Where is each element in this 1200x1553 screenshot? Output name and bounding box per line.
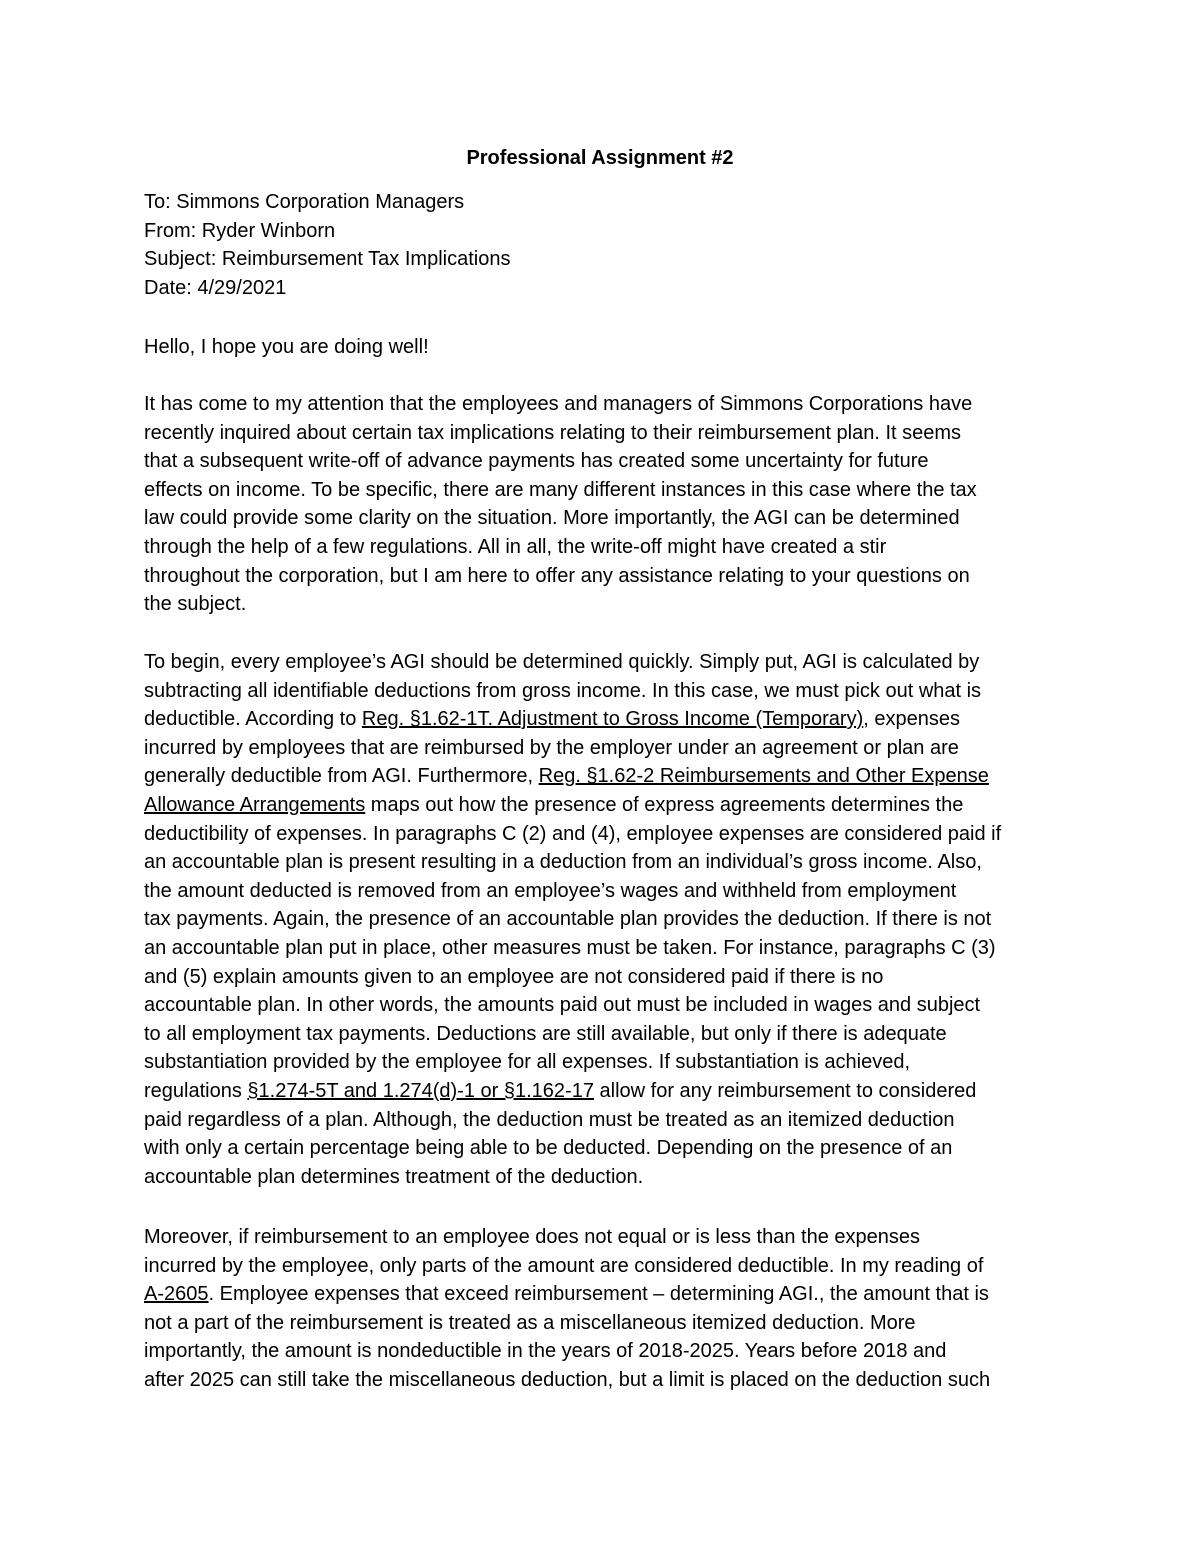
paragraph-line — [144, 1077, 1074, 1106]
memo-date: Date: 4/29/2021 — [144, 276, 287, 299]
paragraph-line: It has come to my attention that the employees and managers of Simmons Corporations have — [144, 393, 973, 415]
paragraph-line: after 2025 can still take the miscellaneous deduction, but a limit is placed on the deduction such — [144, 1368, 991, 1391]
paragraph-line: the amount deducted is removed from an employee’s wages and withheld from employment — [144, 879, 957, 902]
memo-from: From: Ryder Winborn — [144, 219, 336, 242]
agi-paragraph — [144, 648, 1074, 1191]
paragraph-line: recently inquired about certain tax implications relating to their reimbursement plan. It seems — [144, 421, 962, 444]
paragraph-line: accountable plan. In other words, the amounts paid out must be included in wages and subject — [144, 994, 981, 1017]
paragraph-line: effects on income. To be specific, there are many different instances in this case where the tax — [144, 478, 977, 501]
paragraph-line — [144, 705, 1074, 734]
paragraph-line: subtracting all identifiable deductions from gross income. In this case, we must pick out what is — [144, 679, 982, 702]
paragraph-line: the subject. — [144, 593, 247, 616]
document-title: Professional Assignment #2 — [466, 147, 734, 169]
paragraph-line: through the help of a few regulations. All in all, the write-off might have created a stir — [144, 535, 887, 558]
paragraph-line — [144, 762, 1074, 791]
paragraph-line: deductibility of expenses. In paragraphs C (2) and (4), employee expenses are considered paid if — [144, 822, 1002, 845]
paragraph-line: tax payments. Again, the presence of an accountable plan provides the deduction. If there is not — [144, 908, 992, 931]
paragraph-line: incurred by employees that are reimbursed by the employer under an agreement or plan are — [144, 736, 959, 759]
text-span: allow for any reimbursement to considered — [593, 1079, 977, 1102]
paragraph-line: Moreover, if reimbursement to an employee does not equal or is less than the expenses — [144, 1226, 920, 1248]
memo-header — [144, 188, 1056, 302]
text-span: deductible. According to — [144, 708, 362, 731]
greeting-line: Hello, I hope you are doing well! — [144, 336, 429, 358]
memo-to: To: Simmons Corporation Managers — [144, 191, 465, 213]
paragraph-line: and (5) explain amounts given to an employee are not considered paid if there is no — [144, 965, 884, 988]
regulation-link-1-62-2[interactable]: Reg. §1.62-2 Reimbursements and Other Expense — [538, 765, 989, 788]
text-span: regulations — [144, 1079, 248, 1102]
paragraph-line: to all employment tax payments. Deductions are still available, but only if there is adequate — [144, 1022, 947, 1045]
paragraph-line: importantly, the amount is nondeductible in the years of 2018-2025. Years before 2018 and — [144, 1340, 947, 1363]
greeting-paragraph — [144, 333, 1074, 362]
intro-paragraph — [144, 390, 1074, 619]
paragraph-line: law could provide some clarity on the situation. More importantly, the AGI can be determined — [144, 507, 960, 530]
text-span: generally deductible from AGI. Furthermore, — [144, 765, 539, 788]
regulation-link-1-274[interactable]: §1.274-5T and 1.274(d)-1 or §1.162-17 — [247, 1079, 594, 1102]
paragraph-line: an accountable plan put in place, other measures must be taken. For instance, paragraphs C (3) — [144, 936, 996, 959]
regulation-link-1-62-1t[interactable]: Reg. §1.62-1T. Adjustment to Gross Income (Temporary) — [361, 708, 864, 731]
paragraph-line: accountable plan determines treatment of the deduction. — [144, 1165, 644, 1188]
memo-subject: Subject: Reimbursement Tax Implications — [144, 248, 511, 271]
text-span: maps out how the presence of express agreements determines the — [365, 793, 964, 816]
paragraph-line: To begin, every employee’s AGI should be determined quickly. Simply put, AGI is calculated by — [144, 651, 980, 673]
text-span: , expenses — [863, 708, 960, 731]
paragraph-line: an accountable plan is present resulting in a deduction from an individual’s gross income. Also, — [144, 851, 982, 874]
paragraph-line — [144, 791, 1074, 820]
paragraph-line: incurred by the employee, only parts of the amount are considered deductible. In my reading of — [144, 1254, 984, 1277]
reference-link-a-2605[interactable]: A-2605 — [144, 1283, 209, 1306]
excess-expense-paragraph — [144, 1223, 1074, 1395]
paragraph-line: paid regardless of a plan. Although, the deduction must be treated as an itemized deduction — [144, 1108, 955, 1131]
paragraph-line: with only a certain percentage being able to be deducted. Depending on the presence of an — [144, 1137, 953, 1160]
paragraph-line — [144, 1280, 1074, 1309]
paragraph-line: throughout the corporation, but I am here to offer any assistance relating to your questions on — [144, 564, 970, 587]
paragraph-line: that a subsequent write-off of advance payments has created some uncertainty for future — [144, 450, 929, 473]
regulation-link-1-62-2-cont[interactable]: Allowance Arrangements — [144, 793, 366, 816]
paragraph-line: not a part of the reimbursement is treated as a miscellaneous itemized deduction. More — [144, 1311, 916, 1334]
text-span: . Employee expenses that exceed reimbursement – determining AGI., the amount that is — [208, 1283, 989, 1306]
paragraph-line: substantiation provided by the employee for all expenses. If substantiation is achieved, — [144, 1051, 911, 1074]
